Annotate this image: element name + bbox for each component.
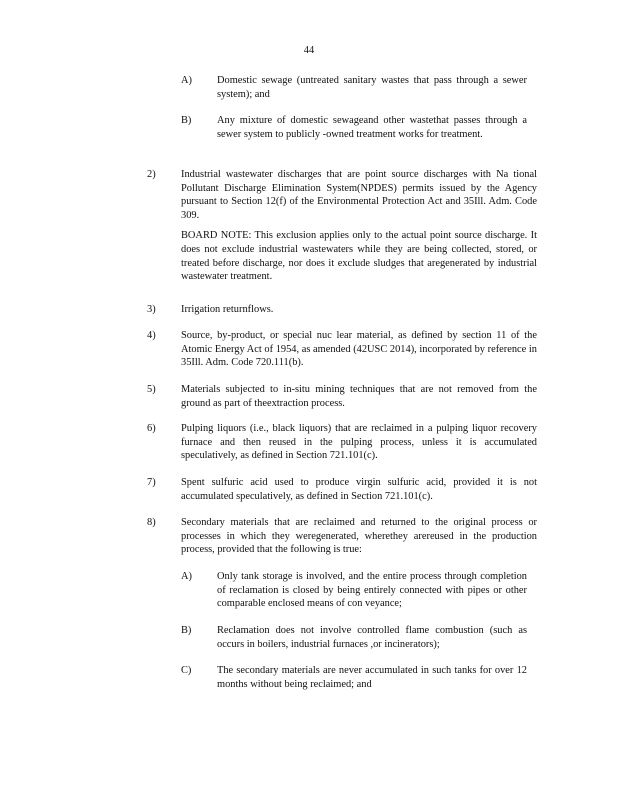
item-label: 4) [147, 330, 156, 341]
board-note: BOARD NOTE: This exclusion applies only to the actual point source discharge. It does not exclude industrial wastewaters while they are being collected, stored, or treated before discharge, nor does it exclude sludges that aregenerated by industrial wastewater treatment. [181, 230, 537, 283]
page-number: 44 [303, 45, 315, 56]
item-label: A) [181, 571, 192, 582]
item-text: Source, by-product, or special nuc lear material, as defined by section 11 of the Atomic Energy Act of 1954, as amended (42USC 2014), incorporated by reference in 35Ill. Adm. Code 720.111(b). [181, 330, 537, 369]
item-text [181, 168, 537, 284]
item-label: B) [181, 115, 192, 126]
item-text: Irrigation returnflows. [181, 304, 274, 315]
item-label: A) [181, 75, 192, 86]
item-label: 5) [147, 384, 156, 395]
item-label: 7) [147, 477, 156, 488]
item-label: 6) [147, 423, 156, 434]
item-text: Pulping liquors (i.e., black liquors) that are reclaimed in a pulping liquor recovery furnace and then reused in the pulping process, unless it is accumulated speculatively, as defined in Section 721.101(c). [181, 423, 537, 462]
item-label: B) [181, 625, 192, 636]
item-text: Materials subjected to in-situ mining techniques that are not removed from the ground as part of theextraction process. [181, 384, 537, 409]
item-text: Reclamation does not involve controlled flame combustion (such as occurs in boilers, industrial furnaces ,or incinerators); [217, 625, 527, 650]
item-paragraph: Industrial wastewater discharges that are point source discharges with Na tional Pollutant Discharge Elimination System(NPDES) permits issued by the Agency pursuant to Section 12(f) of the Environmental Protection Act and 35Ill. Adm. Code 309. [181, 169, 537, 221]
item-text: Any mixture of domestic sewageand other wastethat passes through a sewer system to publicly -owned treatment works for treatment. [217, 115, 527, 140]
item-label: 2) [147, 169, 156, 180]
item-text: Spent sulfuric acid used to produce virgin sulfuric acid, provided it is not accumulated speculatively, as defined in Section 721.101(c). [181, 477, 537, 502]
item-text: The secondary materials are never accumulated in such tanks for over 12 months without being reclaimed; and [217, 665, 527, 690]
item-label: 8) [147, 517, 156, 528]
item-text: Only tank storage is involved, and the entire process through completion of reclamation is closed by being entirely connected with pipes or other comparable enclosed means of con veyance; [217, 571, 527, 610]
item-text: Secondary materials that are reclaimed and returned to the original process or processes in which they weregenerated, wherethey arereused in the production process, provided that the following is true: [181, 517, 537, 556]
item-label: C) [181, 665, 192, 676]
item-text: Domestic sewage (untreated sanitary wastes that pass through a sewer system); and [217, 75, 527, 100]
item-label: 3) [147, 304, 156, 315]
